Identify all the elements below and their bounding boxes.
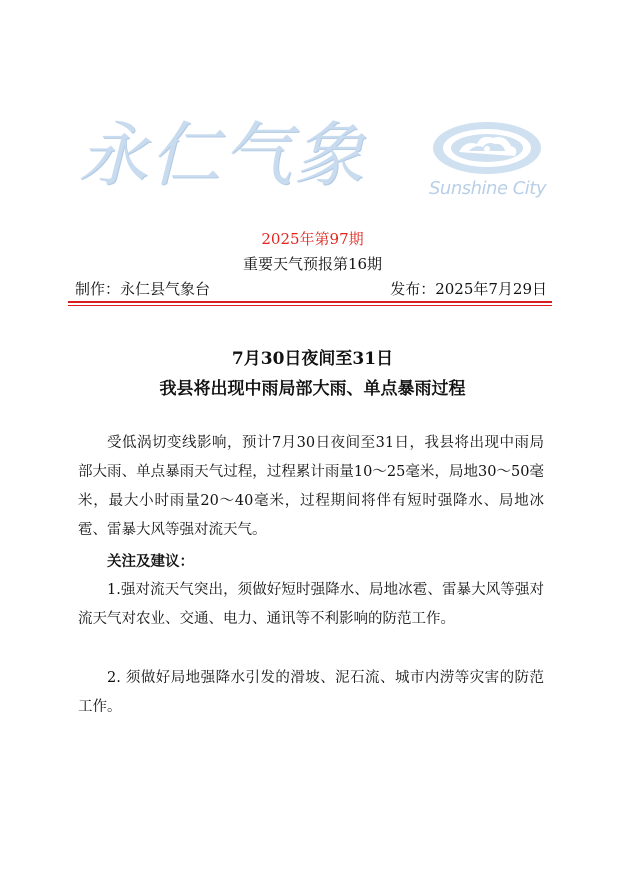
- header-rule-thick: [68, 301, 552, 303]
- meta-row: [75, 278, 547, 299]
- producer: 制作：永仁县气象台: [75, 280, 211, 298]
- masthead-title: 永仁气象: [78, 114, 366, 196]
- sub-issue-number: 重要天气预报第16期: [242, 255, 383, 273]
- forecast-paragraph: 受低涡切变线影响，预计7月30日夜间至31日，我县将出现中雨局部大雨、单点暴雨天气过程，过程累计雨量10～25毫米，局地30～50毫米，最大小时雨量20～40毫米，过程期间将伴有短时强降水、局地冰雹、雷暴大风等强对流天气。: [78, 435, 544, 538]
- publish-date: 发布：2025年7月29日: [390, 280, 547, 298]
- advice-item-1: 1.强对流天气突出，须做好短时强降水、局地冰雹、雷暴大风等强对流天气对农业、交通、电力、通讯等不利影响的防范工作。: [78, 582, 544, 627]
- headline-line-1: 7月30日夜间至31日: [231, 349, 394, 369]
- cloud-logo-icon: [425, 118, 550, 180]
- masthead: [0, 110, 625, 210]
- header-rule-thin: [68, 305, 552, 306]
- logo-text: Sunshine City: [429, 178, 547, 199]
- sunshine-city-logo: [425, 118, 550, 208]
- advice-heading: 关注及建议：: [107, 553, 194, 570]
- headline-line-2: 我县将出现中雨局部大雨、单点暴雨过程: [159, 379, 466, 399]
- advice-item-2: 2. 须做好局地强降水引发的滑坡、泥石流、城市内涝等灾害的防范工作。: [78, 670, 544, 715]
- issue-number: 2025年第97期: [261, 230, 364, 248]
